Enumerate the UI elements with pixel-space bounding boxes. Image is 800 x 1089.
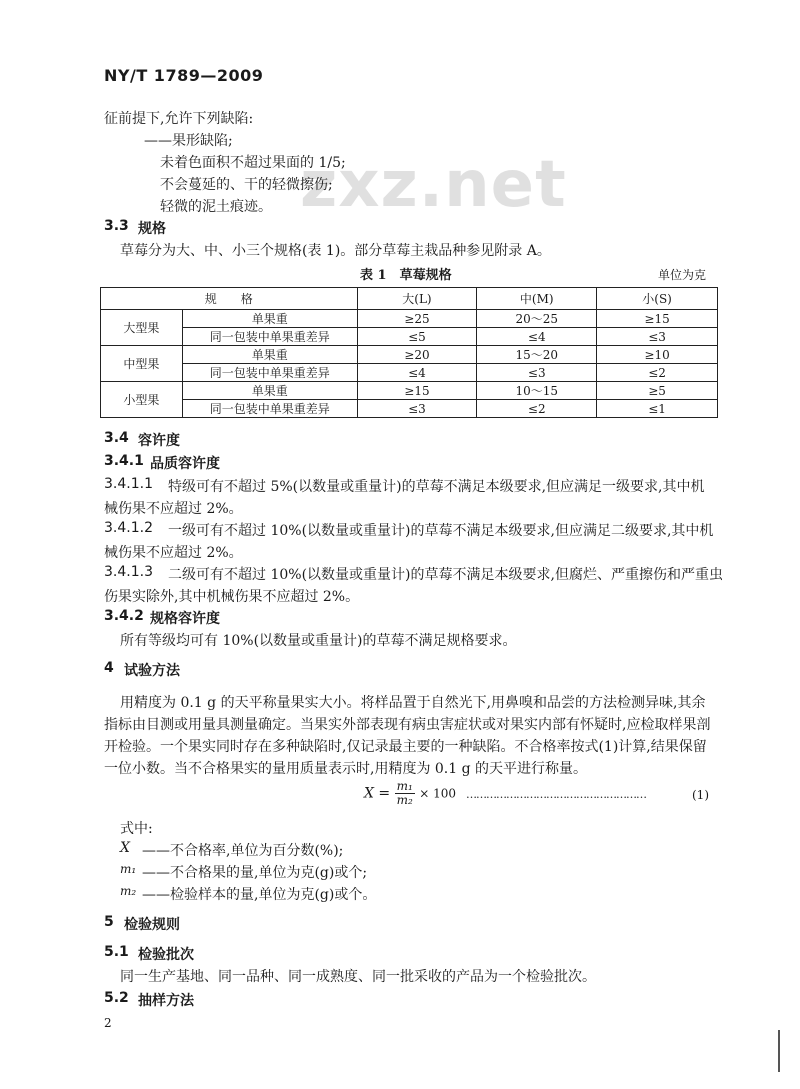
var-desc: ——不合格率,单位为百分数(%); — [142, 843, 344, 859]
paragraph-line: 一位小数。当不合格果实的量用质量表示时,用精度为 0.1 g 的天平进行称量。 — [104, 761, 588, 777]
cell-small: ≤3 — [597, 328, 718, 346]
equation-number: (1) — [692, 788, 709, 802]
var-desc: ——不合格果的量,单位为克(g)或个; — [142, 865, 368, 881]
paragraph-line: 伤果实除外,其中机械伤果不应超过 2%。 — [104, 589, 360, 605]
page-number: 2 — [104, 1016, 112, 1030]
formula-leader-dots: ……………………………………………… — [466, 788, 646, 801]
group-label: 中型果 — [101, 346, 183, 382]
formula-numerator: m₁ — [396, 779, 413, 793]
intro-item: 未着色面积不超过果面的 1/5; — [160, 155, 346, 171]
section-number: 3.4.1.3 — [104, 564, 153, 580]
header-spec: 规 格 — [101, 288, 358, 310]
intro-item: 轻微的泥土痕迹。 — [160, 199, 272, 215]
where-label: 式中: — [120, 821, 153, 837]
cell-medium: ≤3 — [477, 364, 597, 382]
paragraph-line: 特级可有不超过 5%(以数量或重量计)的草莓不满足本级要求,但应满足一级要求,其中机 — [168, 479, 705, 495]
section-number: 5 — [104, 914, 114, 930]
var-symbol: X — [120, 840, 130, 856]
table-row — [101, 364, 718, 382]
section-number: 3.4.1.1 — [104, 476, 153, 492]
paragraph: 所有等级均可有 10%(以数量或重量计)的草莓不满足规格要求。 — [120, 633, 517, 649]
paragraph: 草莓分为大、中、小三个规格(表 1)。部分草莓主栽品种参见附录 A。 — [120, 243, 551, 259]
section-number: 4 — [104, 660, 114, 676]
cell-large: ≤3 — [357, 400, 477, 418]
section-title: 抽样方法 — [138, 993, 194, 1009]
row-item: 同一包装中单果重差异 — [182, 400, 357, 418]
intro-line: 征前提下,允许下列缺陷: — [104, 111, 254, 127]
section-title: 品质容许度 — [150, 456, 220, 472]
section-number: 5.2 — [104, 990, 129, 1006]
paragraph-line: 二级可有不超过 10%(以数量或重量计)的草莓不满足本级要求,但腐烂、严重擦伤和严重虫 — [168, 567, 723, 583]
row-item: 同一包装中单果重差异 — [182, 328, 357, 346]
table-row — [101, 382, 718, 400]
cell-medium: 20～25 — [477, 310, 597, 328]
section-title: 规格 — [138, 221, 166, 237]
row-item: 同一包装中单果重差异 — [182, 364, 357, 382]
cell-small: ≥10 — [597, 346, 718, 364]
paragraph-line: 一级可有不超过 10%(以数量或重量计)的草莓不满足本级要求,但应满足二级要求,其中机 — [168, 523, 714, 539]
formula-times: × 100 — [419, 786, 457, 801]
cell-small: ≤1 — [597, 400, 718, 418]
section-number: 3.4 — [104, 430, 129, 446]
section-number: 3.4.2 — [104, 608, 144, 624]
formula-fraction — [395, 780, 415, 807]
var-symbol: m₁ — [120, 862, 137, 876]
paragraph: 同一生产基地、同一品种、同一成熟度、同一批采收的产品为一个检验批次。 — [120, 969, 596, 985]
section-number: 3.3 — [104, 218, 129, 234]
cell-large: ≥25 — [357, 310, 477, 328]
section-title: 规格容许度 — [150, 611, 220, 627]
cell-medium: 15～20 — [477, 346, 597, 364]
cell-medium: ≤4 — [477, 328, 597, 346]
formula-denominator: m₂ — [396, 793, 413, 807]
cell-large: ≥20 — [357, 346, 477, 364]
cell-small: ≤2 — [597, 364, 718, 382]
formula — [364, 780, 456, 807]
section-number: 3.4.1.2 — [104, 520, 153, 536]
scan-edge-mark — [778, 1030, 780, 1072]
group-label: 大型果 — [101, 310, 183, 346]
table-row — [101, 328, 718, 346]
paragraph-line: 械伤果不应超过 2%。 — [104, 545, 243, 561]
section-title: 试验方法 — [124, 663, 180, 679]
table-caption: 表 1 草莓规格 — [360, 268, 452, 283]
table-row — [101, 346, 718, 364]
section-number: 5.1 — [104, 944, 129, 960]
cell-large: ≤4 — [357, 364, 477, 382]
watermark-text: zxz.net — [300, 148, 567, 222]
table-unit: 单位为克 — [658, 268, 707, 282]
cell-large: ≤5 — [357, 328, 477, 346]
table-header-row — [101, 288, 718, 310]
var-desc: ——检验样本的量,单位为克(g)或个。 — [142, 887, 377, 903]
row-item: 单果重 — [182, 382, 357, 400]
var-symbol: m₂ — [120, 884, 137, 898]
table-row — [101, 400, 718, 418]
standard-number: NY/T 1789—2009 — [104, 66, 264, 85]
paragraph-line: 开检验。一个果实同时存在多种缺陷时,仅记录最主要的一种缺陷。不合格率按式(1)计算,结果保留 — [104, 739, 707, 755]
intro-item: 不会蔓延的、干的轻微擦伤; — [160, 177, 333, 193]
row-item: 单果重 — [182, 346, 357, 364]
spec-table — [100, 287, 718, 418]
section-title: 容许度 — [138, 433, 180, 449]
paragraph-line: 指标由目测或用量具测量确定。当果实外部表现有病虫害症状或对果实内部有怀疑时,应检取样果剖 — [104, 717, 711, 733]
header-small: 小(S) — [597, 288, 718, 310]
header-medium: 中(M) — [477, 288, 597, 310]
formula-lhs: X = — [364, 785, 391, 802]
section-number: 3.4.1 — [104, 453, 144, 469]
cell-large: ≥15 — [357, 382, 477, 400]
paragraph-line: 械伤果不应超过 2%。 — [104, 501, 243, 517]
cell-medium: 10～15 — [477, 382, 597, 400]
cell-small: ≥5 — [597, 382, 718, 400]
intro-item: ——果形缺陷; — [144, 133, 233, 149]
paragraph-line: 用精度为 0.1 g 的天平称量果实大小。将样品置于自然光下,用鼻嗅和品尝的方法检测异味,其余 — [120, 695, 706, 711]
cell-medium: ≤2 — [477, 400, 597, 418]
group-label: 小型果 — [101, 382, 183, 418]
section-title: 检验批次 — [138, 947, 194, 963]
header-large: 大(L) — [357, 288, 477, 310]
section-title: 检验规则 — [124, 917, 180, 933]
row-item: 单果重 — [182, 310, 357, 328]
table-row — [101, 310, 718, 328]
cell-small: ≥15 — [597, 310, 718, 328]
